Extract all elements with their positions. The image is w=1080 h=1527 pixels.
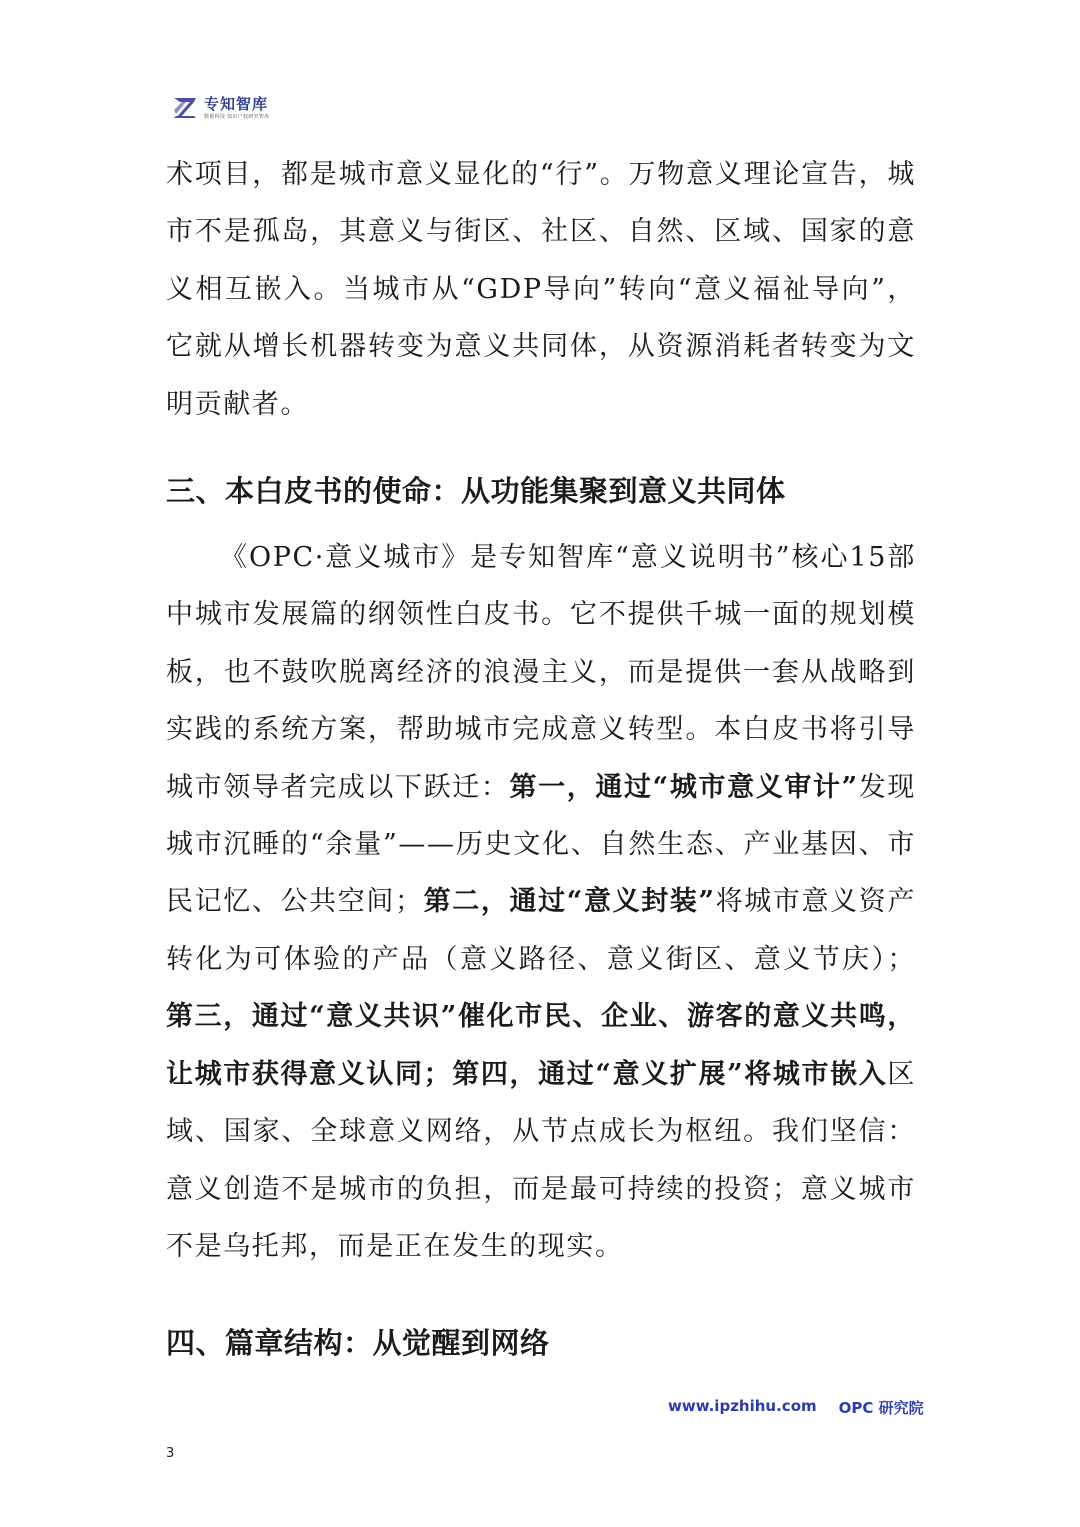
- paragraph-2-seg6: 第三，通过“意义共识”催化市民、企业、游客的意义共鸣，让城市获得意义认同；第四，通过“意义扩展”将城市嵌入: [166, 1001, 916, 1090]
- document-body: [166, 146, 916, 1363]
- paragraph-1: 术项目，都是城市意义显化的“行”。万物意义理论宣告，城市不是孤岛，其意义与街区、社区、自然、区域、国家的意义相互嵌入。当城市从“GDP导向”转向“意义福祉导向”，它就从增长机器转变为意义共同体，从资源消耗者转变为文明贡献者。: [166, 159, 916, 420]
- paragraph-2-seg3: 发现城市沉睡的“余量”——历史文化、自然生态、产业基因、市民记忆、公共空间；: [166, 771, 916, 918]
- paragraph-2: [166, 529, 916, 1275]
- section-heading-4: 四、篇章结构：从觉醒到网络: [166, 1326, 550, 1361]
- zhuanzhi-logo-icon: [172, 96, 198, 120]
- logo-subtitle: 数据科技·知识产权研究智库: [204, 113, 270, 120]
- footer-org: OPC 研究院: [838, 1399, 924, 1417]
- footer: [668, 1397, 924, 1418]
- paragraph-2-seg4: 第二，通过“意义封装”: [423, 886, 716, 918]
- logo-name: 专知智库: [204, 94, 269, 113]
- paragraph-2-seg1: 《OPC·意义城市》是专知智库“意义说明书”核心15部中城市发展篇的纲领性白皮书。它不提供千城一面的规划模板，也不鼓吹脱离经济的浪漫主义，而是提供一套从战略到实践的系统方案，帮助城市完成意义转型。本白皮书将引导城市领导者完成以下跃迁：: [166, 542, 916, 803]
- section-heading-3: 三、本白皮书的使命：从功能集聚到意义共同体: [166, 474, 786, 509]
- paragraph-2-seg7: 区域、国家、全球意义网络，从节点成长为枢纽。我们坚信：意义创造不是城市的负担，而是最可持续的投资；意义城市不是乌托邦，而是正在发生的现实。: [166, 1058, 916, 1262]
- page-number: 3: [166, 1446, 175, 1461]
- paragraph-2-seg2: 第一，通过“城市意义审计”: [509, 771, 859, 803]
- footer-url[interactable]: www.ipzhihu.com: [668, 1397, 817, 1415]
- paragraph-2-seg5: 将城市意义资产转化为可体验的产品（意义路径、意义街区、意义节庆）；: [166, 886, 916, 975]
- logo: [172, 96, 270, 120]
